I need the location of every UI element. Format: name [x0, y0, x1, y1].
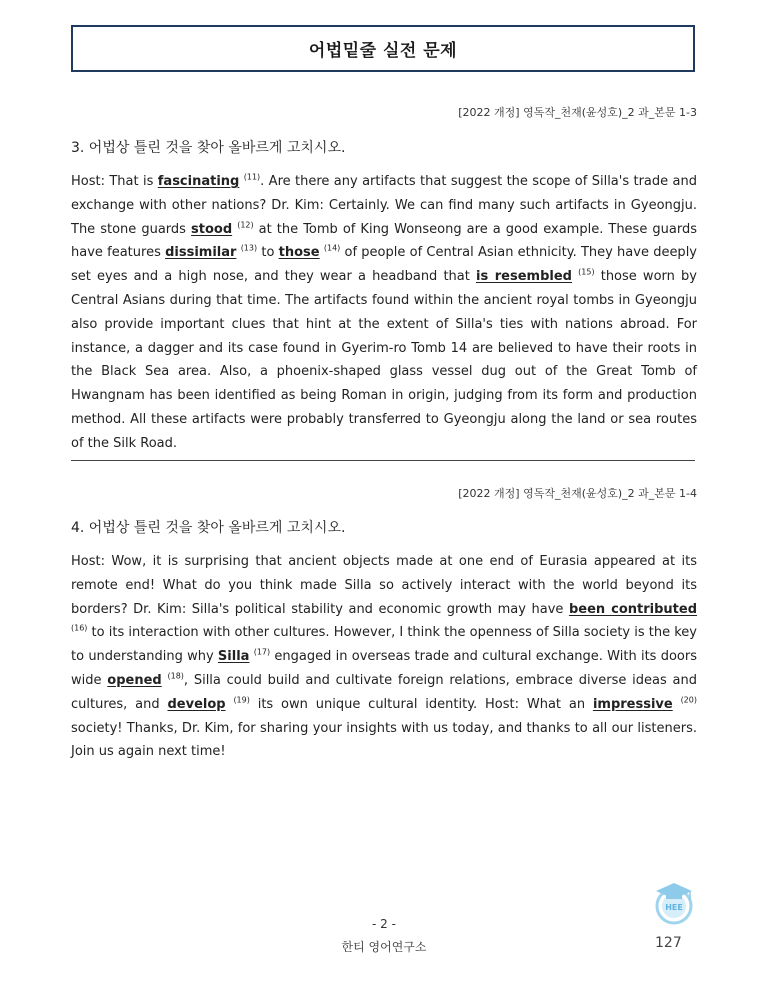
graduation-cap-logo-icon: [651, 880, 697, 926]
item-number-17: (17): [253, 647, 271, 657]
q4-source: [2022 개정] 영독작_천재(윤성호)_2 과_본문 1-4: [458, 487, 697, 500]
footer-organization: 한티 영어연구소: [341, 940, 427, 954]
underlined-word-11: fascinating: [157, 174, 240, 189]
underlined-word-17: Silla: [217, 649, 250, 665]
item-number-18: (18): [167, 671, 184, 681]
item-number-16: (16): [71, 624, 88, 634]
item-number-15: (15): [578, 267, 595, 277]
item-number-14: (14): [323, 244, 341, 254]
q4-passage: Host: Wow, it is surprising that ancient objects made at one end of Eurasia appeared at its remote end! What do you think made Silla so actively interact with the world beyond its borders? Dr. Kim: Silla's political stability and economic growth may have been contributed $^{(16)}$ to its interaction with other cultures. However, I think the openness of Silla society is the key to understanding why Silla $^{(17)}$ engaged in overseas trade and cultural exchange. With its doors wide opened $^{(18)}$, Silla could build and cultivate foreign relations, embrace diverse ideas and cultures, and develop $^{(19)}$ its own unique cultural identity. Host: What an impressive $^{(20)}$ society! Thanks, Dr. Kim, for sharing your insights with us today, and thanks to all our listeners. Join us again next time!: [71, 554, 698, 760]
underlined-word-18: opened: [107, 672, 162, 688]
section-divider: [71, 460, 695, 461]
underlined-word-13: dissimilar: [165, 245, 237, 261]
q3-title: 3. 어법상 틀린 것을 찾아 올바르게 고치시오.: [71, 140, 346, 156]
underlined-word-14: those: [278, 245, 320, 261]
page-title: 어법밑줄 실전 문제: [308, 41, 458, 61]
underlined-word-15: is resembled: [476, 269, 572, 285]
underlined-word-20: impressive: [592, 696, 673, 712]
footer-page-indicator: - 2 -: [372, 917, 396, 931]
q3-source: [2022 개정] 영독작_천재(윤성호)_2 과_본문 1-3: [458, 106, 697, 119]
item-number-13: (13): [240, 244, 258, 254]
item-number-11: (11): [243, 172, 261, 182]
underlined-word-16: been contributed: [568, 601, 698, 617]
page-number: 127: [655, 935, 682, 951]
logo-text: HEE: [665, 903, 683, 912]
page-title-box: [71, 25, 695, 72]
underlined-word-12: stood: [191, 221, 233, 237]
q4-title: 4. 어법상 틀린 것을 찾아 올바르게 고치시오.: [71, 520, 346, 536]
underlined-word-19: develop: [167, 696, 226, 712]
item-number-19: (19): [233, 695, 250, 705]
item-number-20: (20): [680, 695, 697, 705]
item-number-12: (12): [237, 220, 254, 230]
q3-passage: Host: That is fascinating $^{(11)}$. Are there any artifacts that suggest the scope of Silla's trade and exchange with other nations? Dr. Kim: Certainly. We can find many such artifacts in Gyeongju. The stone guards stood $^{(12)}$ at the Tomb of King Wonseong are a good example. These guards have features dissimilar $^{(13)}$ to those $^{(14)}$ of people of Central Asian ethnicity. They have deeply set eyes and a high nose, and they wear a headband that is resembled $^{(15)}$ those worn by Central Asians during that time. The artifacts found within the ancient royal tombs in Gyeongju also provide important clues that hint at the extent of Silla's ties with nations abroad. For instance, a dagger and its case found in Gyerim-ro Tomb 14 are believed to have their roots in the Black Sea area. Also, a phoenix-shaped glass vessel dug out of the Great Tomb of Hwangnam has been identified as being Roman in origin, judging from its form and production method. All these artifacts were probably transferred to Gyeongju along the land or sea routes of the Silk Road.: [71, 172, 697, 451]
